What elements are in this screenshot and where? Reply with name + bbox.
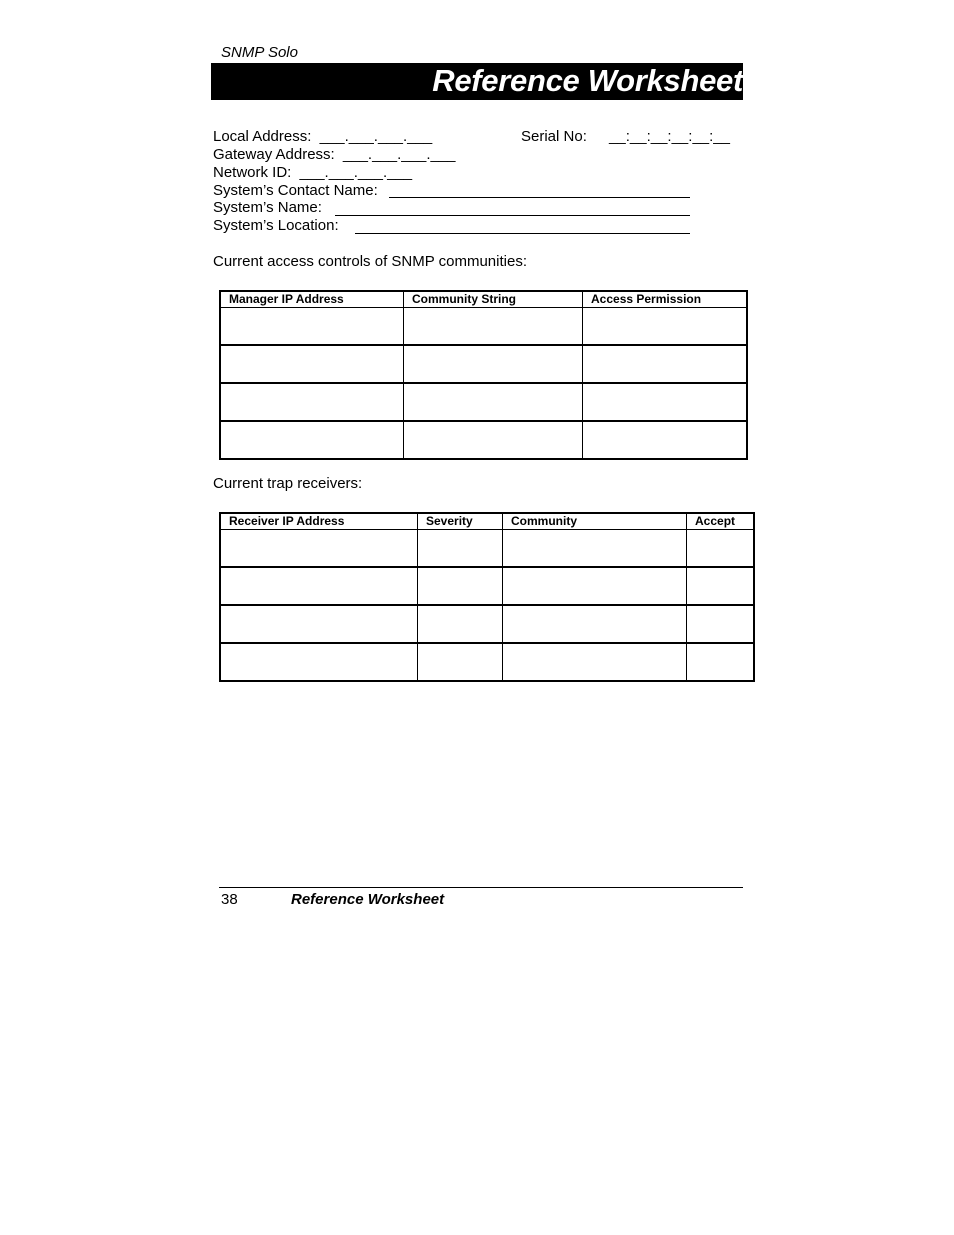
table-row [220, 308, 747, 346]
contact-name-line[interactable] [389, 197, 690, 198]
running-header: SNMP Solo [221, 44, 298, 61]
gateway-address-label: Gateway Address: [213, 146, 335, 163]
column-header: Receiver IP Address [220, 513, 418, 530]
network-id-label: Network ID: [213, 164, 292, 181]
traps-caption: Current trap receivers: [213, 475, 363, 492]
table-cell[interactable] [418, 567, 503, 605]
table-cell[interactable] [404, 345, 583, 383]
table-cell[interactable] [220, 605, 418, 643]
local-address-row [213, 128, 432, 146]
table-row [220, 345, 747, 383]
footer-rule [219, 887, 743, 888]
network-id-row [213, 164, 412, 182]
table-cell[interactable] [220, 530, 418, 568]
table-cell[interactable] [404, 383, 583, 421]
table-cell[interactable] [418, 605, 503, 643]
table-cell[interactable] [583, 383, 748, 421]
table-cell[interactable] [503, 605, 687, 643]
table-cell[interactable] [583, 345, 748, 383]
table-row [220, 421, 747, 459]
system-name-label: System’s Name: [213, 199, 322, 216]
table-cell[interactable] [220, 308, 404, 346]
system-location-label: System’s Location: [213, 217, 339, 234]
communities-table [219, 290, 748, 460]
traps-table [219, 512, 755, 682]
table-row [220, 530, 754, 568]
gateway-address-blank[interactable]: ___.___.___.___ [342, 146, 456, 163]
table-cell[interactable] [687, 530, 755, 568]
column-header: Manager IP Address [220, 291, 404, 308]
table-cell[interactable] [687, 567, 755, 605]
gateway-address-row [213, 146, 456, 164]
table-cell[interactable] [220, 421, 404, 459]
column-header: Accept [687, 513, 755, 530]
table-cell[interactable] [503, 530, 687, 568]
table-row [220, 567, 754, 605]
table-cell[interactable] [583, 308, 748, 346]
local-address-label: Local Address: [213, 128, 312, 145]
serial-no-row [521, 128, 730, 146]
table-cell[interactable] [404, 308, 583, 346]
column-header: Community String [404, 291, 583, 308]
system-location-line[interactable] [355, 233, 690, 234]
page-title: Reference Worksheet [432, 63, 743, 98]
footer-section-title: Reference Worksheet [291, 891, 445, 908]
serial-no-blank[interactable]: __:__:__:__:__:__ [609, 128, 730, 145]
table-row [220, 643, 754, 681]
table-cell[interactable] [418, 643, 503, 681]
communities-caption: Current access controls of SNMP communities: [213, 253, 527, 270]
table-cell[interactable] [687, 643, 755, 681]
table-cell[interactable] [583, 421, 748, 459]
table-cell[interactable] [404, 421, 583, 459]
serial-no-label: Serial No: [521, 128, 587, 145]
table-cell[interactable] [418, 530, 503, 568]
table-row [220, 383, 747, 421]
table-cell[interactable] [503, 643, 687, 681]
contact-name-label: System’s Contact Name: [213, 182, 378, 199]
network-id-blank[interactable]: ___.___.___.___ [299, 164, 413, 181]
table-row [220, 605, 754, 643]
page-number: 38 [221, 891, 238, 908]
local-address-blank[interactable]: ___.___.___.___ [319, 128, 433, 145]
table-cell[interactable] [220, 383, 404, 421]
column-header: Community [503, 513, 687, 530]
table-cell[interactable] [503, 567, 687, 605]
column-header: Severity [418, 513, 503, 530]
column-header: Access Permission [583, 291, 748, 308]
table-cell[interactable] [220, 345, 404, 383]
system-name-line[interactable] [335, 215, 690, 216]
table-cell[interactable] [687, 605, 755, 643]
title-bar [211, 63, 743, 100]
table-cell[interactable] [220, 643, 418, 681]
table-cell[interactable] [220, 567, 418, 605]
